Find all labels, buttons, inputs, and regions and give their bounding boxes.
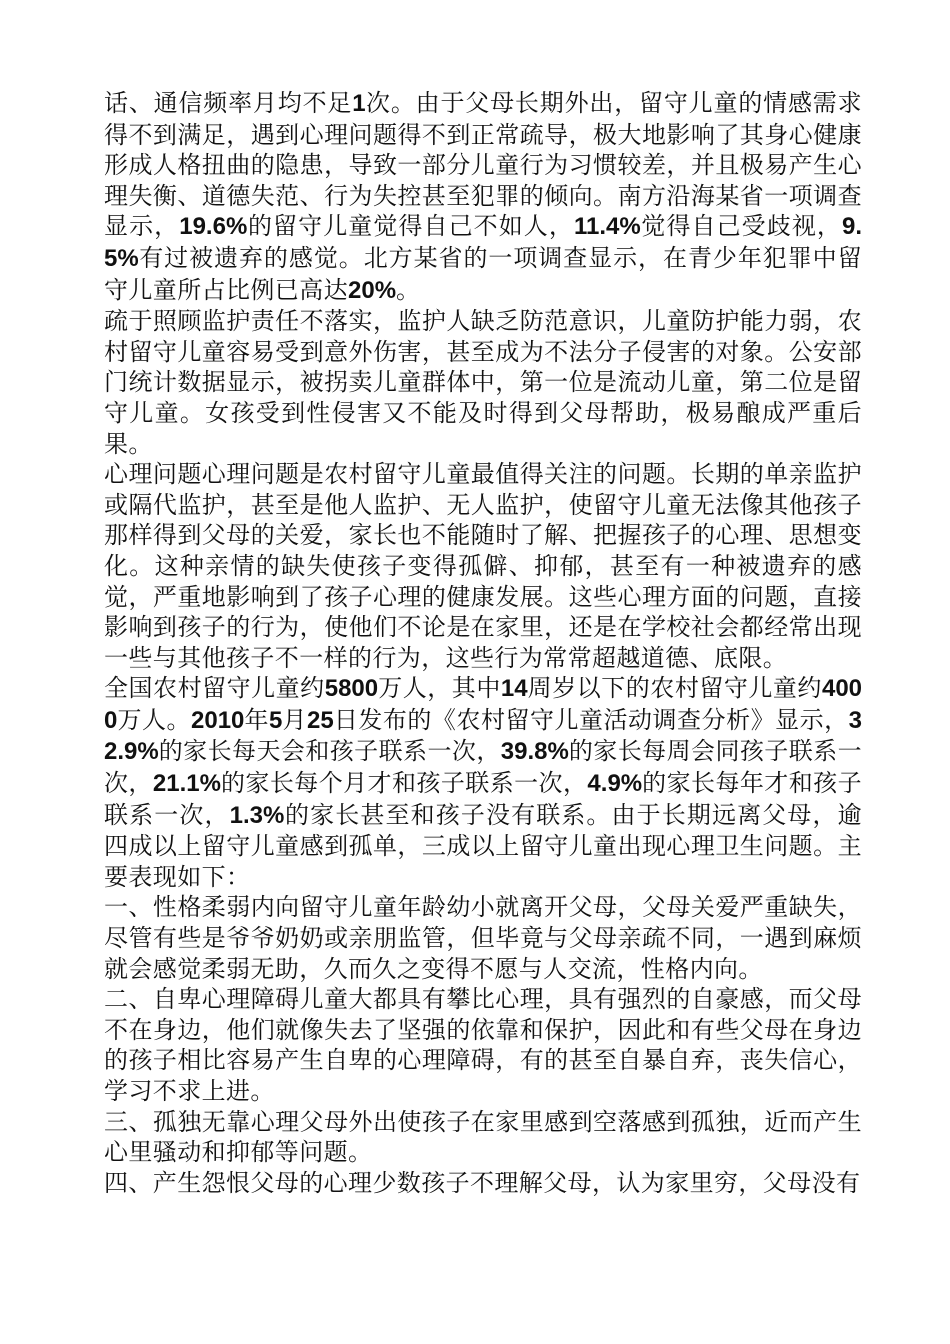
- paragraph-guardianship: 疏于照顾监护责任不落实，监护人缺乏防范意识，儿童防护能力弱，农村留守儿童容易受到意外伤害，甚至成为不法分子侵害的对象。公安部门统计数据显示，被拐卖儿童群体中，第一位是流动儿童，第二位是留守儿童。女孩受到性侵害又不能及时得到父母帮助，极易酿成严重后果。: [104, 307, 862, 458]
- paragraph-point-three: 三、孤独无靠心理父母外出使孩子在家里感到空落感到孤独，近而产生心里骚动和抑郁等问题。: [104, 1107, 862, 1167]
- paragraph-psychological-problems: 心理问题心理问题是农村留守儿童最值得关注的问题。长期的单亲监护或隔代监护，甚至是他人监护、无人监护，使留守儿童无法像其他孩子那样得到父母的关爱，家长也不能随时了解、把握孩子的心理、思想变化。这种亲情的缺失使孩子变得孤僻、抑郁，甚至有一种被遗弃的感觉，严重地影响到了孩子心理的健康发展。这些心理方面的问题，直接影响到孩子的行为，使他们不论是在家里，还是在学校社会都经常出现一些与其他孩子不一样的行为，这些行为常常超越道德、底限。: [104, 460, 862, 672]
- paragraph-point-four: 四、产生怨恨父母的心理少数孩子不理解父母，认为家里穷，父母没有: [104, 1168, 861, 1197]
- document-page: [104, 88, 862, 1198]
- paragraph-statistics: 全国农村留守儿童约5800万人，其中14周岁以下的农村留守儿童约4000万人。2010年5月25日发布的《农村留守儿童活动调查分析》显示，32.9%的家长每天会和孩子联系一次，39.8%的家长每周会同孩子联系一次，21.1%的家长每个月才和孩子联系一次，4.9%的家长每年才和孩子联系一次，1.3%的家长甚至和孩子没有联系。由于长期远离父母，逾四成以上留守儿童感到孤单，三成以上留守儿童出现心理卫生问题。主要表现如下：: [104, 674, 863, 891]
- paragraph-point-two: 二、自卑心理障碍儿童大都具有攀比心理，具有强烈的自豪感，而父母不在身边，他们就像失去了坚强的依靠和保护，因此和有些父母在身边的孩子相比容易产生自卑的心理障碍，有的甚至自暴自弃，丧失信心，学习不求上进。: [104, 985, 862, 1105]
- paragraph-point-one: 一、性格柔弱内向留守儿童年龄幼小就离开父母，父母关爱严重缺失，尽管有些是爷爷奶奶或亲朋监管，但毕竟与父母亲疏不同，一遇到麻烦就会感觉柔弱无助，久而久之变得不愿与人交流，性格内向。: [104, 893, 862, 983]
- paragraph-emotional-needs: 话、通信频率月均不足1次。由于父母长期外出，留守儿童的情感需求得不到满足，遇到心理问题得不到正常疏导，极大地影响了其身心健康形成人格扭曲的隐患，导致一部分儿童行为习惯较差，并且极易产生心理失衡、道德失范、行为失控甚至犯罪的倾向。南方沿海某省一项调查显示，19.6%的留守儿童觉得自己不如人，11.4%觉得自己受歧视，9.5%有过被遗弃的感觉。北方某省的一项调查显示，在青少年犯罪中留守儿童所占比例已高达20%。: [104, 89, 863, 304]
